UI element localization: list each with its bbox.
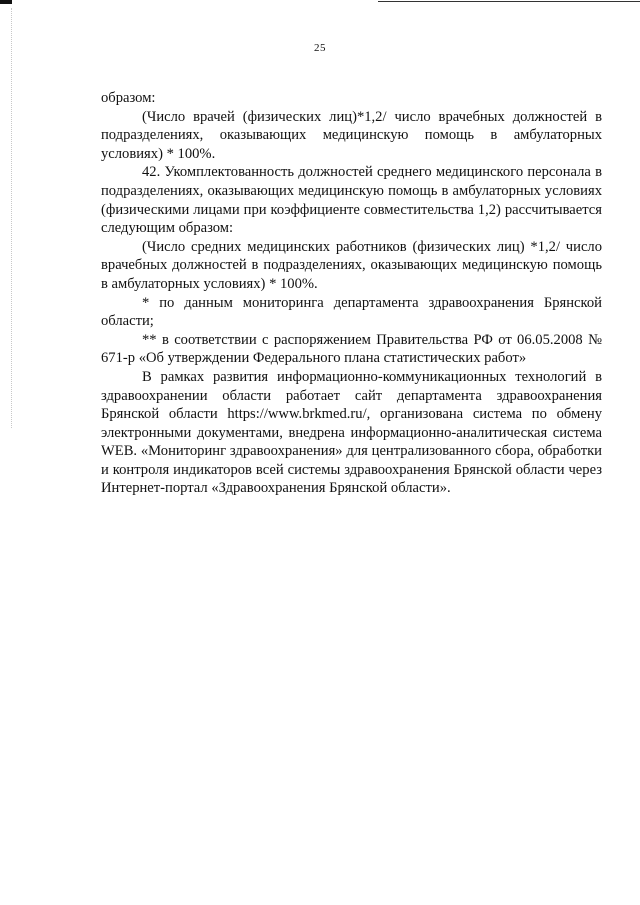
page-number: 25: [314, 42, 326, 54]
paragraph-it-development: В рамках развития информационно-коммуникационных технологий в здравоохранении области работает сайт департамента здравоохранения Брянской области https://www.brkmed.ru/, организована система по обмену электронными документами, внедрена информационно-аналитическая система WEB. «Мониторинг здравоохранения» для централизованного сбора, обработки и контроля индикаторов всей системы здравоохранения Брянской области через Интернет-портал «Здравоохранения Брянской области».: [101, 368, 602, 497]
scan-top-rule: [378, 1, 640, 2]
paragraph-nurse-formula: (Число средних медицинских работников (физических лиц) *1,2/ число врачебных должностей в подразделениях, оказывающих медицинскую помощь в амбулаторных условиях) * 100%.: [101, 238, 602, 292]
paragraph-doctor-formula: (Число врачей (физических лиц)*1,2/ число врачебных должностей в подразделениях, оказывающих медицинскую помощь в амбулаторных условиях) * 100%.: [101, 108, 602, 162]
scan-corner-mark: [0, 0, 12, 4]
document-body: [101, 89, 602, 498]
paragraph-formula-lead: образом:: [101, 90, 156, 106]
footnote-single-asterisk: * по данным мониторинга департамента здравоохранения Брянской области;: [101, 294, 602, 330]
footnote-double-asterisk: ** в соответствии с распоряжением Правительства РФ от 06.05.2008 № 671-р «Об утверждении Федерального плана статистических работ»: [101, 331, 602, 367]
paragraph-item-42: 42. Укомплектованность должностей среднего медицинского персонала в подразделениях, оказывающих медицинскую помощь в амбулаторных условиях (физическими лицами при коэффициенте совместительства 1,2) рассчитывается следующим образом:: [101, 164, 602, 237]
scan-margin-specks: [11, 8, 14, 428]
